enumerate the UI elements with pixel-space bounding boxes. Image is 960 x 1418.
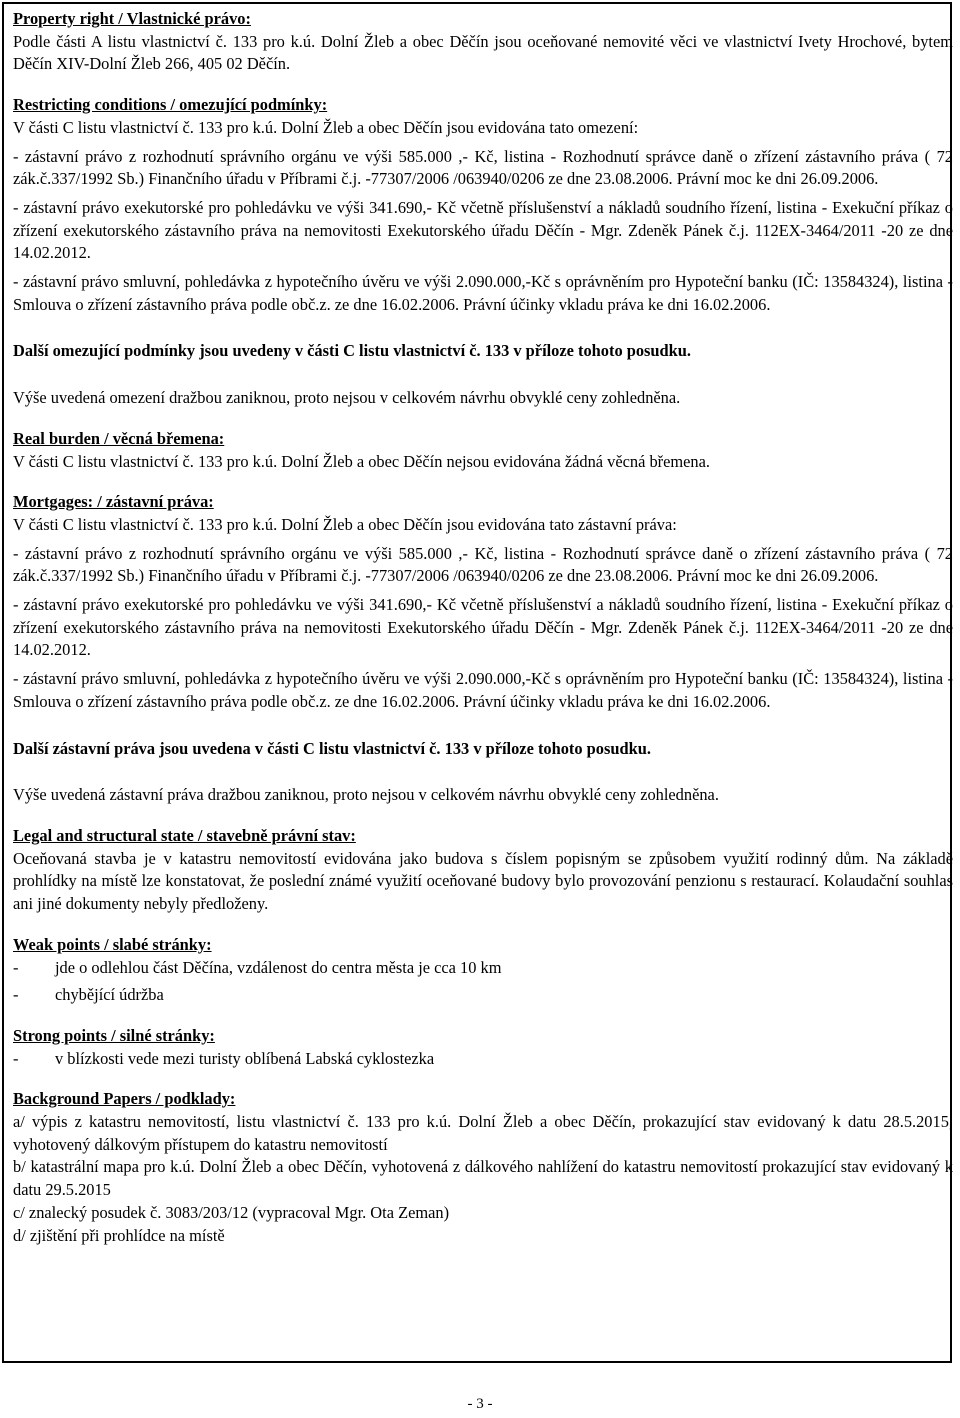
strong-points-heading: Strong points / silné stránky: [13,1025,215,1045]
legal-state-text: Oceňovaná stavba je v katastru nemovitostí evidována jako budova s číslem popisným se způsobem využití rodinný dům. Na základě prohlídky na místě lze konstatovat, že poslední známé využití oceňované budovy bylo provozování penzionu s restaurací. Kolaudační souhlas ani jiné dokumenty nebyly předloženy. [13,848,953,914]
mortgages-heading: Mortgages: / zástavní práva: [13,492,214,512]
restricting-heading: Restricting conditions / omezující podmínky: [13,95,328,115]
property-right-text: Podle části A listu vlastnictví č. 133 pro k.ú. Dolní Žleb a obec Děčín jsou oceňované nemovité věci ve vlastnictví Ivety Hrochové, bytem Děčín XIV-Dolní Žleb 266, 405 02 Děčín. [13,31,953,74]
page-number: - 3 - [467,1396,493,1412]
background-item: a/ výpis z katastru nemovitostí, listu vlastnictví č. 133 pro k.ú. Dolní Žleb a obec Děčín, prokazující stav evidovaný k datu 28.5.2015, vyhotovený dálkovým přístupem do katastru nemovitostí [13,1112,953,1154]
background-item: b/ katastrální mapa pro k.ú. Dolní Žleb a obec Děčín, vyhotovená z dálkového nahlížení do katastru nemovitostí prokazující stav evidovaný k datu 29.5.2015 [13,1157,953,1200]
restricting-item: - zástavní právo z rozhodnutí správního orgánu ve výši 585.000 ,- Kč, listina - Rozhodnutí správce daně o zřízení zástavního práva ( 72 zák.č.337/1992 Sb.) Finančního úřadu v Příbrami č.j. -77307/2006 /063940/0206 ze dne 23.08.2006. Právní moc ke dni 26.09.2006. [13,146,953,189]
strong-point-item: - v blízkosti vede mezi turisty oblíbená Labská cyklostezka [13,1048,435,1068]
real-burden-text: V části C listu vlastnictví č. 133 pro k.ú. Dolní Žleb a obec Děčín nejsou evidována žádná věcná břemena. [13,451,711,471]
mortgages-further: Další zástavní práva jsou uvedena v části C listu vlastnictví č. 133 v příloze tohoto posudku. [13,738,651,758]
background-heading: Background Papers / podklady: [13,1089,236,1109]
mortgages-intro: V části C listu vlastnictví č. 133 pro k.ú. Dolní Žleb a obec Děčín jsou evidována tato zástavní práva: [13,514,677,534]
weak-point-item: - jde o odlehlou část Děčína, vzdálenost do centra města je cca 10 km [13,957,502,977]
mortgage-item: - zástavní právo smluvní, pohledávka z hypotečního úvěru ve výši 2.090.000,-Kč s oprávněním pro Hypoteční banku (IČ: 13584324), listina - Smlouva o zřízení zástavního práva podle obč.z. ze dne 16.02.2006. Právní účinky vkladu práva ke dni 16.02.2006. [13,669,953,711]
restricting-further: Další omezující podmínky jsou uvedeny v části C listu vlastnictví č. 133 v příloze tohoto posudku. [13,341,691,361]
mortgage-item: - zástavní právo z rozhodnutí správního orgánu ve výši 585.000 ,- Kč, listina - Rozhodnutí správce daně o zřízení zástavního práva ( 72 zák.č.337/1992 Sb.) Finančního úřadu v Příbrami č.j. -77307/2006 /063940/0206 ze dne 23.08.2006. Právní moc ke dni 26.09.2006. [13,543,953,586]
background-item: c/ znalecký posudek č. 3083/203/12 (vypracoval Mgr. Ota Zeman) [13,1202,450,1222]
document-frame [2,2,952,1363]
restricting-item: - zástavní právo exekutorské pro pohledávku ve výši 341.690,- Kč včetně příslušenství a nákladů soudního řízení, listina - Exekuční příkaz o zřízení exekutorského zástavního práva na nemovitosti Exekutorského úřadu Děčín - Mgr. Zdeněk Pánek č.j. 112EX-3464/2011 -20 ze dne 14.02.2012. [13,197,953,263]
background-item: d/ zjištění při prohlídce na místě [13,1225,225,1245]
mortgage-item: - zástavní právo exekutorské pro pohledávku ve výši 341.690,- Kč včetně příslušenství a nákladů soudního řízení, listina - Exekuční příkaz o zřízení exekutorského zástavního práva na nemovitosti Exekutorského úřadu Děčín - Mgr. Zdeněk Pánek č.j. 112EX-3464/2011 -20 ze dne 14.02.2012. [13,595,953,660]
restricting-item: - zástavní právo smluvní, pohledávka z hypotečního úvěru ve výši 2.090.000,-Kč s oprávněním pro Hypoteční banku (IČ: 13584324), listina - Smlouva o zřízení zástavního práva podle obč.z. ze dne 16.02.2006. Právní účinky vkladu práva ke dni 16.02.2006. [13,272,953,314]
weak-point-item: - chybějící údržba [13,985,164,1005]
restricting-note: Výše uvedená omezení dražbou zaniknou, proto nejsou v celkovém návrhu obvyklé ceny zohledněna. [13,388,681,408]
real-burden-heading: Real burden / věcná břemena: [13,428,225,448]
property-right-heading: Property right / Vlastnické právo: [13,9,251,28]
document-content [13,8,953,1247]
restricting-intro: V části C listu vlastnictví č. 133 pro k.ú. Dolní Žleb a obec Děčín jsou evidována tato omezení: [13,117,639,137]
weak-points-heading: Weak points / slabé stránky: [13,934,212,954]
legal-state-heading: Legal and structural state / stavebně právní stav: [13,825,356,845]
mortgages-note: Výše uvedená zástavní práva dražbou zaniknou, proto nejsou v celkovém návrhu obvyklé ceny zohledněna. [13,785,719,805]
